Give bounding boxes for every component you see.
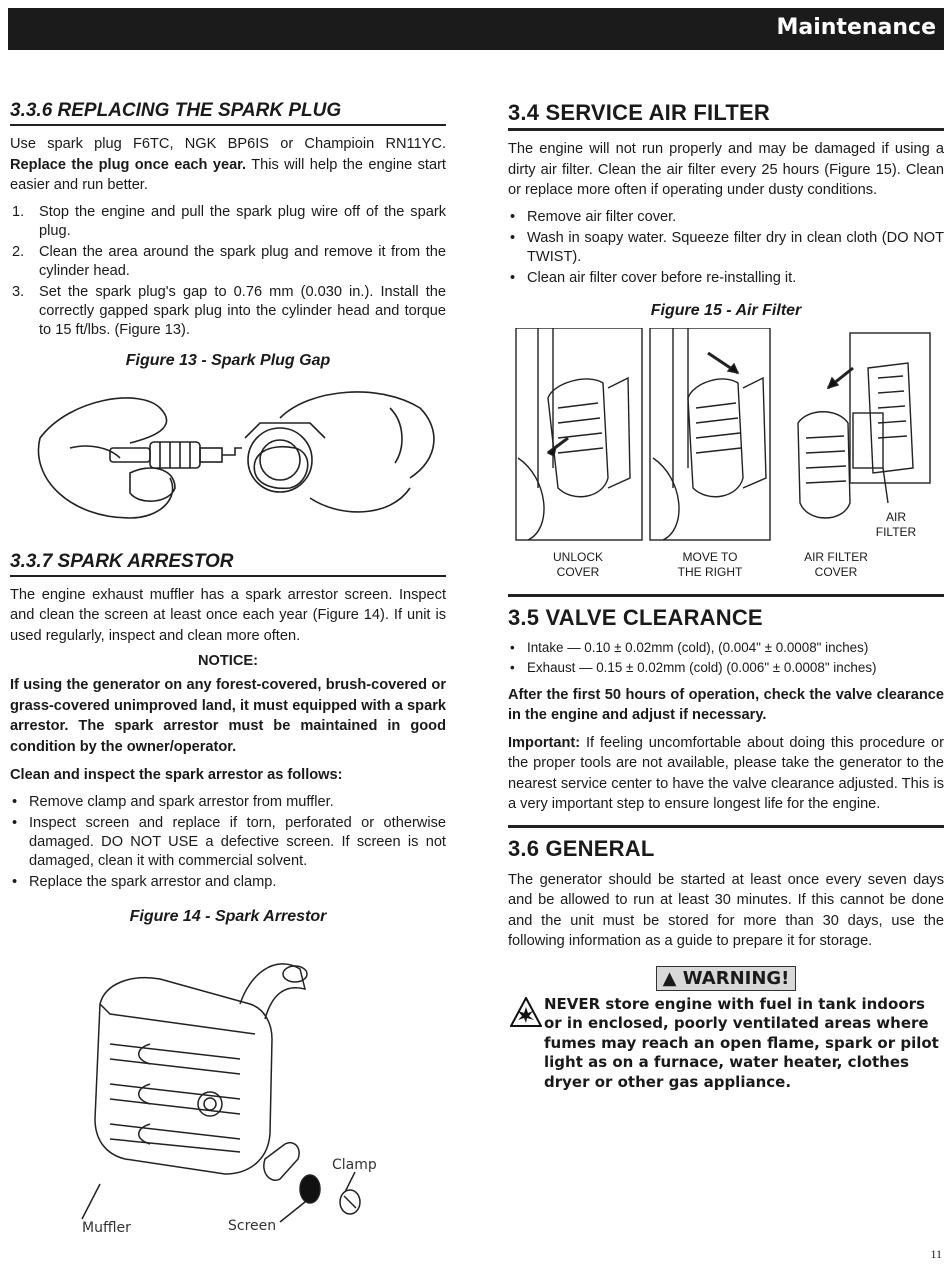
page-number: 11 [930, 1247, 942, 1261]
spark-plug-gap-illustration [10, 378, 446, 528]
spark-plug-steps [10, 203, 446, 340]
muffler-label: Muffler [82, 1219, 131, 1234]
heading-3-3-7: 3.3.7 SPARK ARRESTOR [10, 551, 446, 577]
header-title: Maintenance [776, 15, 936, 40]
warning-badge [656, 966, 797, 991]
warning-label: WARNING! [682, 967, 790, 989]
step-number: 1. [12, 203, 25, 220]
important-body: If feeling uncomfortable about doing this procedure or the proper tools are not available, please take the generator to the nearest service center to have the valve clearance adjusted. This is a very important step to ensure longest life for the engine. [508, 734, 944, 812]
spark-arrestor-intro: The engine exhaust muffler has a spark arrestor screen. Inspect and clean the screen at least once each year (Figure 14). If unit is used regularly, inspect and clean more often. [10, 586, 446, 644]
bullet-item: • Inspect screen and replace if torn, perforated or otherwise damaged. DO NOT USE a defective screen. If screen is not damaged, clean it with commercial solvent. [12, 814, 446, 869]
bullet-item: • Exhaust — 0.15 ± 0.02mm (cold) (0.006" ± 0.0008" inches) [510, 659, 877, 675]
figure-14-caption: Figure 14 - Spark Arrestor [129, 907, 327, 925]
unlock-cover-label: UNLOCK COVER [552, 549, 603, 579]
warning-header [508, 966, 944, 991]
bullet-text: Wash in soapy water. Squeeze filter dry in clean cloth (DO NOT TWIST). [527, 229, 944, 265]
heading-3-3-6: 3.3.6 REPLACING THE SPARK PLUG [10, 100, 446, 126]
bullet-text: Remove air filter cover. [527, 208, 677, 225]
step-number: 2. [12, 243, 25, 260]
bullet-item: • Clean air filter cover before re-installing it. [510, 269, 797, 286]
heading-3-6: 3.6 GENERAL [508, 825, 944, 862]
valve-clearance-specs [508, 639, 944, 677]
left-column [10, 100, 446, 1239]
notice-label: NOTICE: [198, 653, 258, 669]
heading-3-4: 3.4 SERVICE AIR FILTER [508, 100, 944, 131]
general-intro: The generator should be started at least once every seven days and be allowed to run at least 30 minutes. If this cannot be done and the unit must be stored for more than 30 days, use the following information as a guide to prepare it for storage. [508, 871, 944, 949]
step-item [10, 243, 446, 281]
step-item [10, 283, 446, 340]
bullet-text: Remove clamp and spark arrestor from muffler. [29, 793, 334, 810]
step-item [10, 203, 446, 241]
heading-3-5: 3.5 VALVE CLEARANCE [508, 594, 944, 631]
clean-heading: Clean and inspect the spark arrestor as follows: [10, 767, 343, 783]
bullet-text: Exhaust — 0.15 ± 0.02mm (cold) (0.006" ± 0.0008" inches) [527, 659, 877, 675]
notice-text: If using the generator on any forest-covered, brush-covered or grass-covered unimproved land, it must equipped with a spark arrestor. The spark arrestor must be maintained in good condition by the owner/operator. [10, 677, 446, 755]
important-label: Important: [508, 734, 581, 751]
valve-bold-text: After the first 50 hours of operation, check the valve clearance in the engine and adjust if necessary. [508, 686, 944, 723]
spark-plug-intro [10, 134, 446, 196]
spark-arrestor-steps [10, 793, 446, 892]
spark-plug-intro-plain: Use spark plug F6TC, NGK BP6IS or Champioin RN11YC. [10, 136, 446, 152]
bullet-item: • Remove clamp and spark arrestor from muffler. [12, 793, 334, 810]
step-text: Stop the engine and pull the spark plug wire off of the spark plug. [39, 203, 446, 239]
move-right-label: MOVE TO THE RIGHT [677, 549, 743, 579]
screen-label: Screen [228, 1217, 277, 1234]
bullet-item: • Replace the spark arrestor and clamp. [12, 873, 277, 890]
valve-important-text [508, 733, 944, 815]
spark-plug-intro-tail: This will help the engine start easier and run better. [10, 156, 446, 193]
explosion-hazard-icon [510, 997, 542, 1027]
bullet-text: Inspect screen and replace if torn, perforated or otherwise damaged. DO NOT USE a defective screen. If screen is not damaged, clean it with commercial solvent. [29, 814, 446, 869]
air-filter-cover-label: AIR FILTER COVER [804, 549, 868, 579]
bullet-text: Replace the spark arrestor and clamp. [29, 873, 277, 890]
step-text: Clean the area around the spark plug and remove it from the cylinder head. [39, 243, 446, 279]
step-text: Set the spark plug's gap to 0.76 mm (0.030 in.). Install the correctly gapped spark plug into the cylinder head and torque to 15 ft/lbs. (Figure 13). [39, 283, 446, 338]
clamp-label: Clamp [332, 1156, 377, 1173]
step-number: 3. [12, 283, 25, 300]
figure-13-caption: Figure 13 - Spark Plug Gap [125, 351, 331, 369]
air-filter-figure [508, 328, 944, 588]
bullet-item: • Wash in soapy water. Squeeze filter dry in clean cloth (DO NOT TWIST). [510, 229, 944, 265]
figure-15-caption: Figure 15 - Air Filter [650, 301, 802, 319]
header-bar [8, 8, 944, 50]
bullet-text: Clean air filter cover before re-installing it. [527, 269, 797, 286]
warning-text: NEVER store engine with fuel in tank indoors or in enclosed, poorly ventilated areas where fumes may reach an open flame, spark or pilot light as on a furnace, water heater, clothes dryer or other gas appliance. [544, 994, 939, 1091]
spark-arrestor-illustration [10, 934, 446, 1234]
air-filter-intro: The engine will not run properly and may be damaged if using a dirty air filter. Clean the air filter every 25 hours (Figure 15). Clean or replace more often if operating under dusty conditions. [508, 141, 944, 198]
warning-triangle-icon: ▲ [662, 967, 677, 989]
air-filter-label: AIR FILTER [875, 509, 917, 539]
right-column [508, 100, 944, 1092]
spark-plug-intro-bold: Replace the plug once each year. [10, 156, 247, 173]
bullet-text: Intake — 0.10 ± 0.02mm (cold), (0.004" ± 0.0008" inches) [527, 639, 869, 655]
air-filter-steps [508, 208, 944, 288]
bullet-item: • Intake — 0.10 ± 0.02mm (cold), (0.004" ± 0.0008" inches) [510, 639, 869, 655]
bullet-item: • Remove air filter cover. [510, 208, 677, 225]
warning-block [508, 995, 944, 1093]
